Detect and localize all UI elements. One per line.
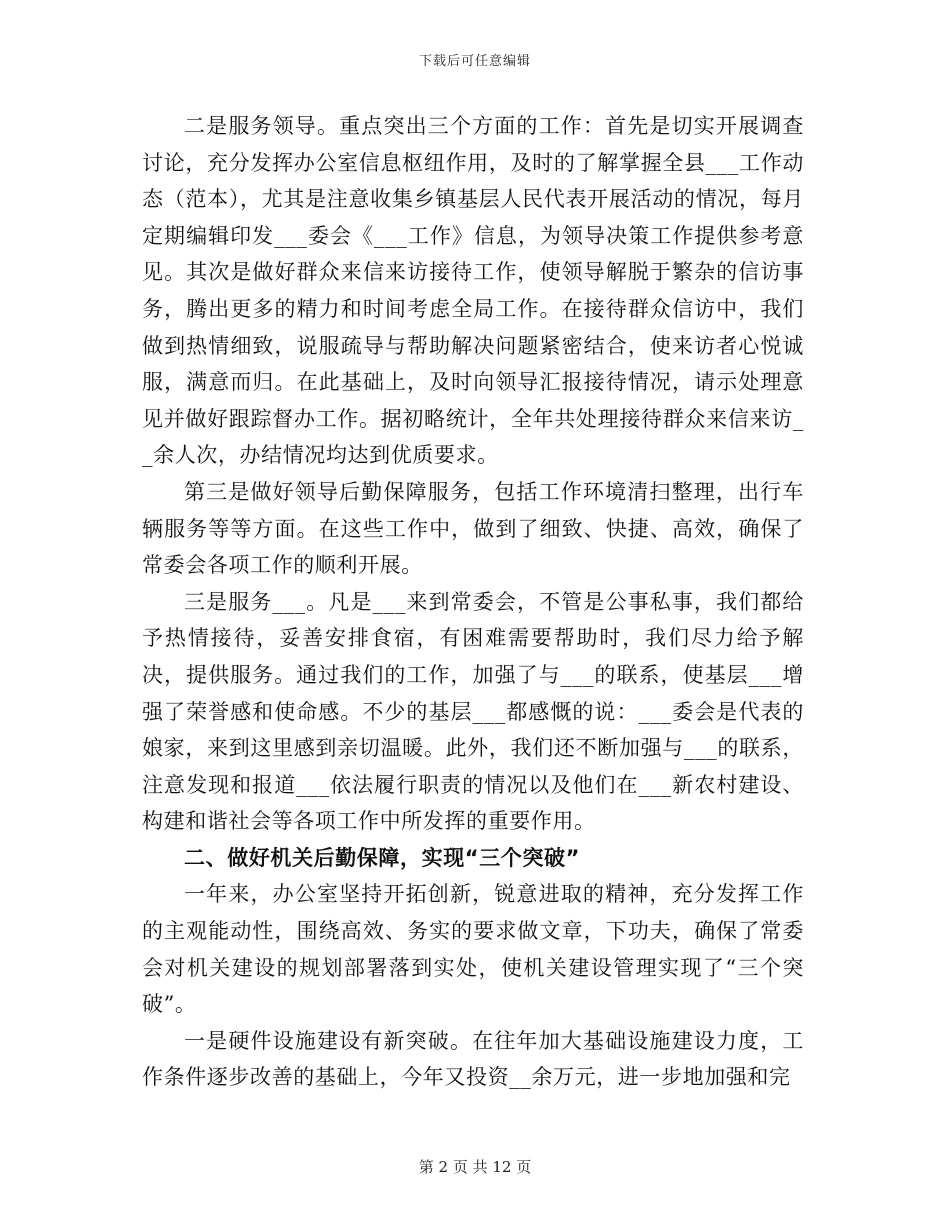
document-body: [142, 108, 804, 1096]
section-heading: 二、做好机关后勤保障，实现“三个突破”: [184, 845, 581, 870]
paragraph-year-summary: 一年来，办公室坚持开拓创新，锐意进取的精神，充分发挥工作的主观能动性，围绕高效、务实的要求做文章，下功夫，确保了常委会对机关建设的规划部署落到实处，使机关建设管理实现了“三个突破”。: [142, 882, 804, 1017]
page-header: 下载后可任意编辑: [418, 54, 531, 69]
page-number-footer: 第 2 页 共 12 页: [418, 1158, 532, 1176]
paragraph-serve-representatives: 三是服务___。凡是___来到常委会，不管是公事私事，我们都给予热情接待，妥善安排食宿，有困难需要帮助时，我们尽力给予解决，提供服务。通过我们的工作，加强了与___的联系，使基层___增强了荣誉感和使命感。不少的基层___都感慨的说：___委会是代表的娘家，来到这里感到亲切温暖。此外，我们还不断加强与___的联系，注意发现和报道___依法履行职责的情况以及他们在___新农村建设、构建和谐社会等各项工作中所发挥的重要作用。: [142, 589, 804, 834]
paragraph-logistics-service: 第三是做好领导后勤保障服务，包括工作环境清扫整理，出行车辆服务等等方面。在这些工作中，做到了细致、快捷、高效，确保了常委会各项工作的顺利开展。: [142, 479, 804, 578]
paragraph-hardware-breakthrough: 一是硬件设施建设有新突破。在往年加大基础设施建设力度，工作条件逐步改善的基础上，今年又投资__余万元，进一步地加强和完: [142, 1028, 804, 1090]
paragraph-serve-leadership: 二是服务领导。重点突出三个方面的工作：首先是切实开展调查讨论，充分发挥办公室信息枢纽作用，及时的了解掌握全县___工作动态（范本），尤其是注意收集乡镇基层人民代表开展活动的情况，每月定期编辑印发___委会《___工作》信息，为领导决策工作提供参考意见。其次是做好群众来信来访接待工作，使领导解脱于繁杂的信访事务，腾出更多的精力和时间考虑全局工作。在接待群众信访中，我们做到热情细致，说服疏导与帮助解决问题紧密结合，使来访者心悦诚服，满意而归。在此基础上，及时向领导汇报接待情况，请示处理意见并做好跟踪督办工作。据初略统计，全年共处理接待群众来信来访__余人次，办结情况均达到优质要求。: [142, 114, 804, 468]
